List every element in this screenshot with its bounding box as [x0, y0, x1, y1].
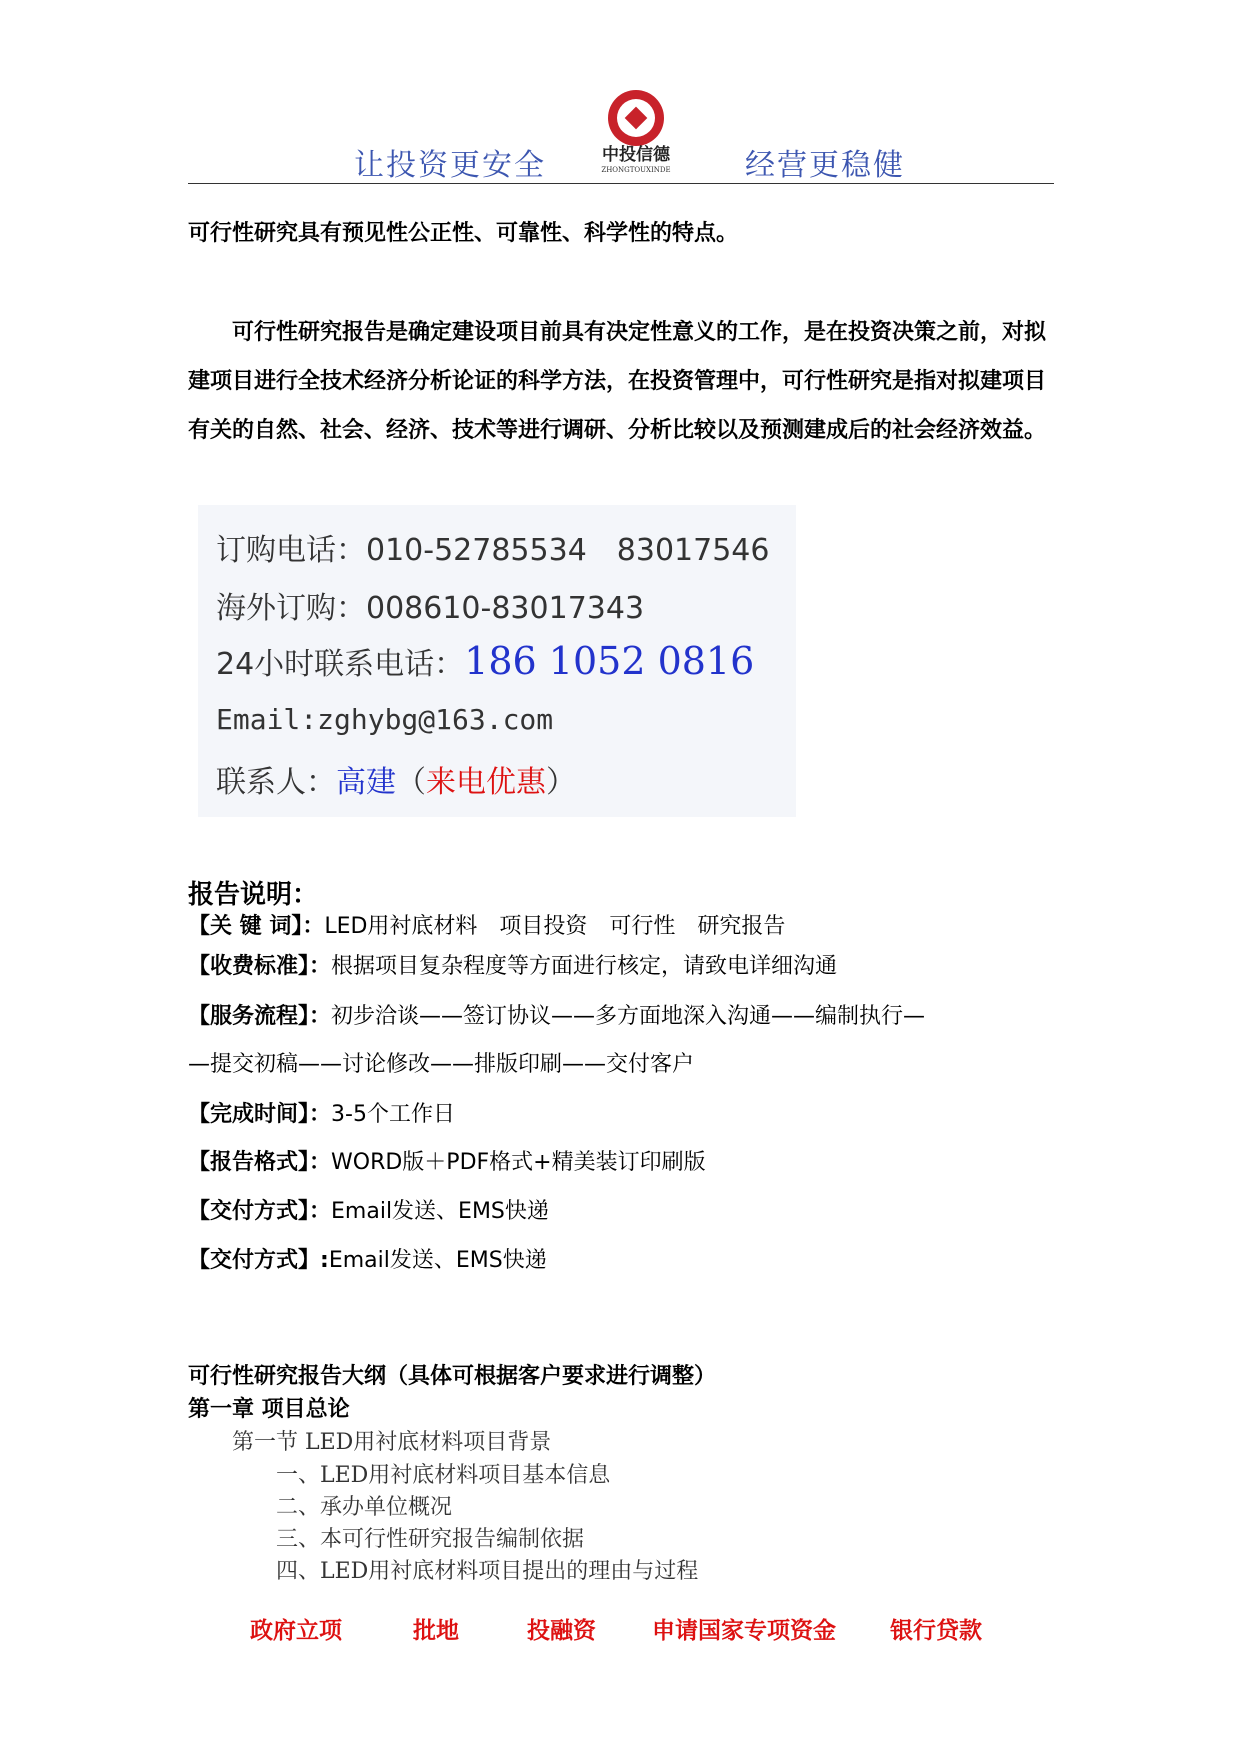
- logo-name: 中投信德: [602, 145, 670, 165]
- contact-person-note: 来电优惠: [426, 765, 546, 800]
- footer-link-financing[interactable]: 投融资: [527, 1618, 596, 1644]
- outline-subsection: 一、LED用衬底材料项目基本信息: [276, 1463, 611, 1488]
- report-spec-label: 【交付方式】：: [188, 1199, 332, 1224]
- outline-title: 可行性研究报告大纲（具体可根据客户要求进行调整）: [188, 1364, 717, 1389]
- hotline-line: [216, 639, 754, 683]
- overseas-phone-line: [216, 583, 644, 627]
- report-spec-value: LED用衬底材料 项目投资 可行性 研究报告: [324, 914, 786, 939]
- outline-subsection: 四、LED用衬底材料项目提出的理由与过程: [276, 1559, 699, 1584]
- report-spec-row: [188, 1100, 1054, 1130]
- company-logo-icon: [608, 90, 664, 146]
- report-spec-value: 根据项目复杂程度等方面进行核定，请致电详细沟通: [331, 954, 838, 979]
- hotline-label: 24小时联系电话：: [216, 647, 465, 682]
- report-description-title: 报告说明：: [188, 880, 319, 910]
- report-spec-row: [188, 952, 1054, 982]
- order-phone-label: 订购电话：: [216, 533, 366, 568]
- footer-link-special-fund[interactable]: 申请国家专项资金: [652, 1618, 836, 1644]
- report-spec-value: WORD版＋PDF格式+精美装订印刷版: [331, 1150, 706, 1175]
- slogan-left: 让投资更安全: [354, 148, 546, 183]
- chapter-title: 第一章 项目总论: [188, 1397, 350, 1422]
- order-phone-line: [216, 525, 769, 569]
- report-spec-label: 【关 键 词】：: [188, 914, 325, 939]
- report-spec-value: —提交初稿——讨论修改——排版印刷——交付客户: [188, 1052, 695, 1077]
- header-divider: [188, 183, 1054, 184]
- report-spec-label: 【完成时间】：: [188, 1102, 332, 1127]
- order-phone-value: 010-52785534 83017546: [366, 533, 770, 568]
- overseas-phone-value: 008610-83017343: [366, 591, 645, 626]
- report-spec-label: 【报告格式】：: [188, 1150, 332, 1175]
- report-spec-value: Email发送、EMS快递: [331, 1199, 549, 1224]
- logo-subtitle: ZHONGTOUXINDE: [601, 166, 671, 174]
- hotline-number[interactable]: 186 1052 0816: [464, 639, 755, 683]
- report-spec-value: 3-5个工作日: [331, 1102, 455, 1127]
- paren-close: ）: [546, 765, 576, 800]
- report-spec-value: Email发送、EMS快递: [328, 1248, 547, 1273]
- contact-person-line: [216, 757, 576, 801]
- contact-info-box: [198, 505, 796, 817]
- email-address[interactable]: Email:zghybg@163.com: [216, 703, 554, 736]
- contact-person-label: 联系人：: [216, 765, 336, 800]
- report-spec-row: [188, 1002, 1054, 1032]
- report-spec-label: 【服务流程】：: [188, 1004, 332, 1029]
- report-spec-value: 初步洽谈——签订协议——多方面地深入沟通——编制执行—: [331, 1004, 926, 1029]
- outline-subsection: 二、承办单位概况: [276, 1495, 453, 1520]
- footer-link-approval[interactable]: 政府立项: [250, 1618, 342, 1644]
- report-spec-row: [188, 912, 1054, 942]
- outline-subsection: 三、本可行性研究报告编制依据: [276, 1527, 585, 1552]
- footer-link-bank-loan[interactable]: 银行贷款: [890, 1618, 982, 1644]
- intro-paragraph-1: 可行性研究具有预见性公正性、可靠性、科学性的特点。: [188, 221, 739, 246]
- section-title: 第一节 LED用衬底材料项目背景: [232, 1430, 552, 1455]
- report-spec-label: 【交付方式】:: [188, 1248, 329, 1273]
- report-spec-row: [188, 1148, 1054, 1178]
- slogan-right: 经营更稳健: [745, 148, 905, 183]
- intro-paragraph-2: 可行性研究报告是确定建设项目前具有决定性意义的工作，是在投资决策之前，对拟建项目进行全技术经济分析论证的科学方法，在投资管理中，可行性研究是指对拟建项目有关的自然、社会、经济、技术等进行调研、分析比较以及预测建成后的社会经济效益。: [188, 320, 1047, 443]
- overseas-phone-label: 海外订购：: [216, 591, 366, 626]
- footer-link-land[interactable]: 批地: [413, 1618, 459, 1644]
- report-spec-row: [188, 1246, 1054, 1276]
- contact-person-name: 高建: [336, 765, 396, 800]
- report-spec-row: [188, 1197, 1054, 1227]
- paren-open: （: [396, 765, 426, 800]
- report-spec-row: [188, 1050, 1054, 1080]
- report-spec-label: 【收费标准】：: [188, 954, 332, 979]
